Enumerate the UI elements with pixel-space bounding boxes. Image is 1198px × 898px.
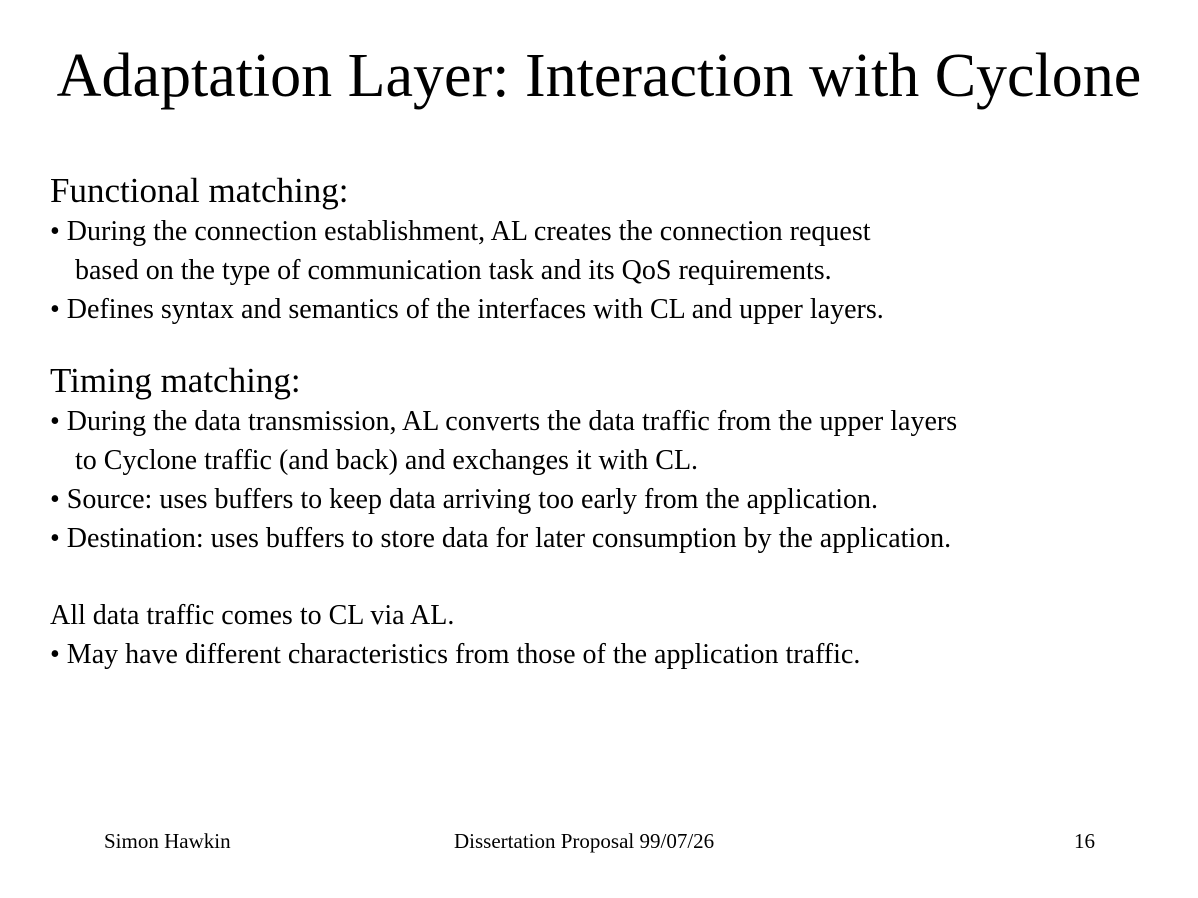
bullet-text-continuation: to Cyclone traffic (and back) and exchanges it with CL.	[75, 445, 699, 476]
section-heading-functional-matching: Functional matching:	[50, 171, 349, 210]
slide-content	[50, 170, 1170, 674]
bullet-text: • Defines syntax and semantics of the interfaces with CL and upper layers.	[50, 294, 884, 325]
footer-author: Simon Hawkin	[104, 829, 231, 853]
bullet-text: • Source: uses buffers to keep data arriving too early from the application.	[50, 484, 879, 515]
bullet-text: • May have different characteristics from those of the application traffic.	[50, 639, 861, 670]
bullet-text: • During the data transmission, AL converts the data traffic from the upper layers	[50, 406, 958, 437]
bullet-text-continuation: based on the type of communication task and its QoS requirements.	[75, 255, 832, 286]
footer-presentation-info: Dissertation Proposal 99/07/26	[454, 829, 715, 853]
section-heading-timing-matching: Timing matching:	[50, 361, 301, 400]
bullet-source-buffers	[50, 480, 1170, 519]
footer-page-number: 16	[1074, 829, 1095, 853]
bullet-connection-establishment	[50, 212, 1170, 290]
statement-all-data-traffic: All data traffic comes to CL via AL.	[50, 600, 455, 631]
bullet-defines-syntax	[50, 290, 1170, 329]
slide-title: Adaptation Layer: Interaction with Cyclone	[56, 42, 1142, 110]
bullet-data-transmission	[50, 402, 1170, 480]
bullet-different-characteristics	[50, 635, 1170, 674]
bullet-destination-buffers	[50, 519, 1170, 558]
bullet-text: • Destination: uses buffers to store data for later consumption by the application.	[50, 523, 952, 554]
slide-footer	[0, 826, 1198, 856]
bullet-text: • During the connection establishment, AL creates the connection request	[50, 216, 871, 247]
